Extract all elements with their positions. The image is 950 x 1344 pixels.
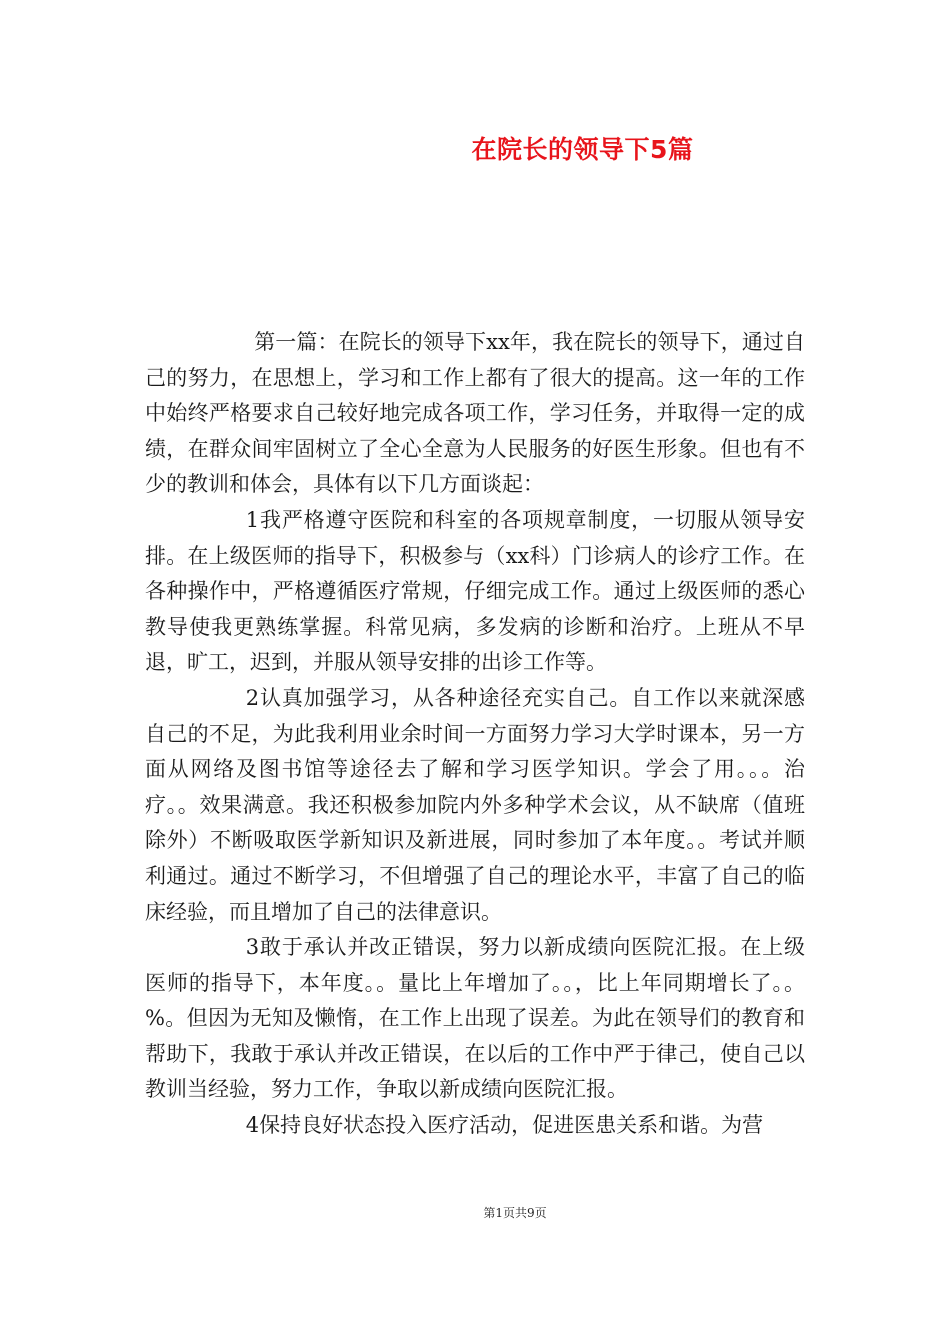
document-title: 在院长的领导下5篇	[471, 135, 694, 164]
paragraph-item-3: 3敢于承认并改正错误，努力以新成绩向医院汇报。在上级医师的指导下，本年度。。量比上年增加了。。，比上年同期增长了。。%。但因为无知及懒惰，在工作上出现了误差。为此在领导们的教育和帮助下，我敢于承认并改正错误，在以后的工作中严于律己，使自己以教训当经验，努力工作，争取以新成绩向医院汇报。	[145, 935, 805, 1102]
paragraph-item-2: 2认真加强学习，从各种途径充实自己。自工作以来就深感自己的不足，为此我利用业余时间一方面努力学习大学时课本，另一方面从网络及图书馆等途径去了解和学习医学知识。学会了用。。。治疗。。效果满意。我还积极参加院内外多种学术会议，从不缺席（值班除外）不断吸取医学新知识及新进展，同时参加了本年度。。考试并顺利通过。通过不断学习，不但增强了自己的理论水平，丰富了自己的临床经验，而且增加了自己的法律意识。	[145, 685, 805, 924]
document-body	[145, 325, 805, 1144]
paragraph-item-4: 4保持良好状态投入医疗活动，促进医患关系和谐。为营	[245, 1113, 764, 1138]
page-footer: 第1页共9页	[483, 1206, 547, 1220]
paragraph-item-1: 1我严格遵守医院和科室的各项规章制度，一切服从领导安排。在上级医师的指导下，积极参与（xx科）门诊病人的诊疗工作。在各种操作中，严格遵循医疗常规，仔细完成工作。通过上级医师的悉心教导使我更熟练掌握。科常见病，多发病的诊断和治疗。上班从不早退，旷工，迟到，并服从领导安排的出诊工作等。	[145, 507, 805, 675]
paragraph-intro: 第一篇：在院长的领导下xx年，我在院长的领导下，通过自己的努力，在思想上，学习和工作上都有了很大的提高。这一年的工作中始终严格要求自己较好地完成各项工作，学习任务，并取得一定的成绩，在群众间牢固树立了全心全意为人民服务的好医生形象。但也有不少的教训和体会，具体有以下几方面谈起：	[145, 330, 805, 497]
